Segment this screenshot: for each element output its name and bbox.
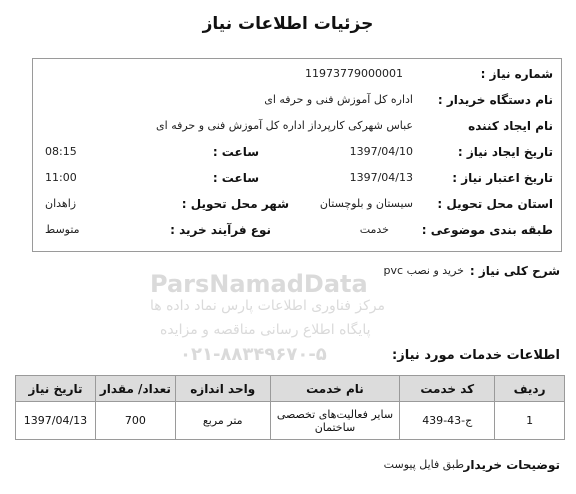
services-title: اطلاعات خدمات مورد نیاز: [392,348,560,363]
category-value: خدمت [359,223,389,236]
col-quantity: تعداد/ مقدار [95,376,175,402]
valid-time-value: 11:00 [45,171,77,184]
watermark-line1: مرکز فناوری اطلاعات پارس نماد داده ها [150,298,386,314]
buyer-notes-label: توضیحات خریدار [463,458,560,472]
col-need-date: تاریخ نیاز [16,376,96,402]
need-number-value: 11973779000001 [305,67,403,80]
cell-service-code: ج-43-439 [400,402,495,440]
province-label: استان محل تحویل : [437,197,553,211]
cell-need-date: 1397/04/13 [16,402,96,440]
valid-date-label: تاریخ اعتبار نیاز : [452,171,553,185]
summary-value: خرید و نصب pvc [383,264,464,277]
created-time-value: 08:15 [45,145,77,158]
buyer-notes-value: طبق فایل پیوست [383,458,464,471]
creator-label: نام ایجاد کننده [468,119,553,133]
watermark-line2: پایگاه اطلاع رسانی مناقصه و مزایده [160,322,371,338]
city-value: زاهدان [45,197,77,210]
col-row-number: ردیف [495,376,565,402]
province-value: سیستان و بلوچستان [319,197,413,210]
watermark-phone: ۰۲۱-۸۸۳۴۹۶۷۰-۵ [180,344,327,365]
cell-row-number: 1 [495,402,565,440]
table-row [16,402,565,440]
watermark-brand: ParsNamadData [150,270,368,298]
services-header-row [16,376,565,402]
valid-time-label: ساعت : [212,171,259,185]
services-table [15,375,565,440]
city-label: شهر محل تحویل : [181,197,289,211]
col-unit: واحد اندازه [175,376,270,402]
process-value: متوسط [45,223,80,236]
category-label: طبقه بندی موضوعی : [421,223,553,237]
buyer-org-value: اداره کل آموزش فنی و حرفه ای [264,93,413,106]
created-date-label: تاریخ ایجاد نیاز : [457,145,553,159]
col-service-code: کد خدمت [400,376,495,402]
col-service-name: نام خدمت [270,376,400,402]
cell-service-name: سایر فعالیت‌های تخصصی ساختمان [270,402,400,440]
created-date-value: 1397/04/10 [349,145,413,158]
cell-unit: متر مربع [175,402,270,440]
summary-label: شرح کلی نیاز : [469,264,560,278]
process-label: نوع فرآیند خرید : [170,223,271,237]
valid-date-value: 1397/04/13 [349,171,413,184]
need-details-box [32,58,562,252]
creator-value: عباس شهرکی کارپرداز اداره کل آموزش فنی و حرفه ای [156,119,413,132]
created-time-label: ساعت : [212,145,259,159]
cell-quantity: 700 [95,402,175,440]
need-number-label: شماره نیاز : [480,67,553,81]
page-title: جزئیات اطلاعات نیاز [202,14,374,34]
buyer-org-label: نام دستگاه خریدار : [437,93,553,107]
